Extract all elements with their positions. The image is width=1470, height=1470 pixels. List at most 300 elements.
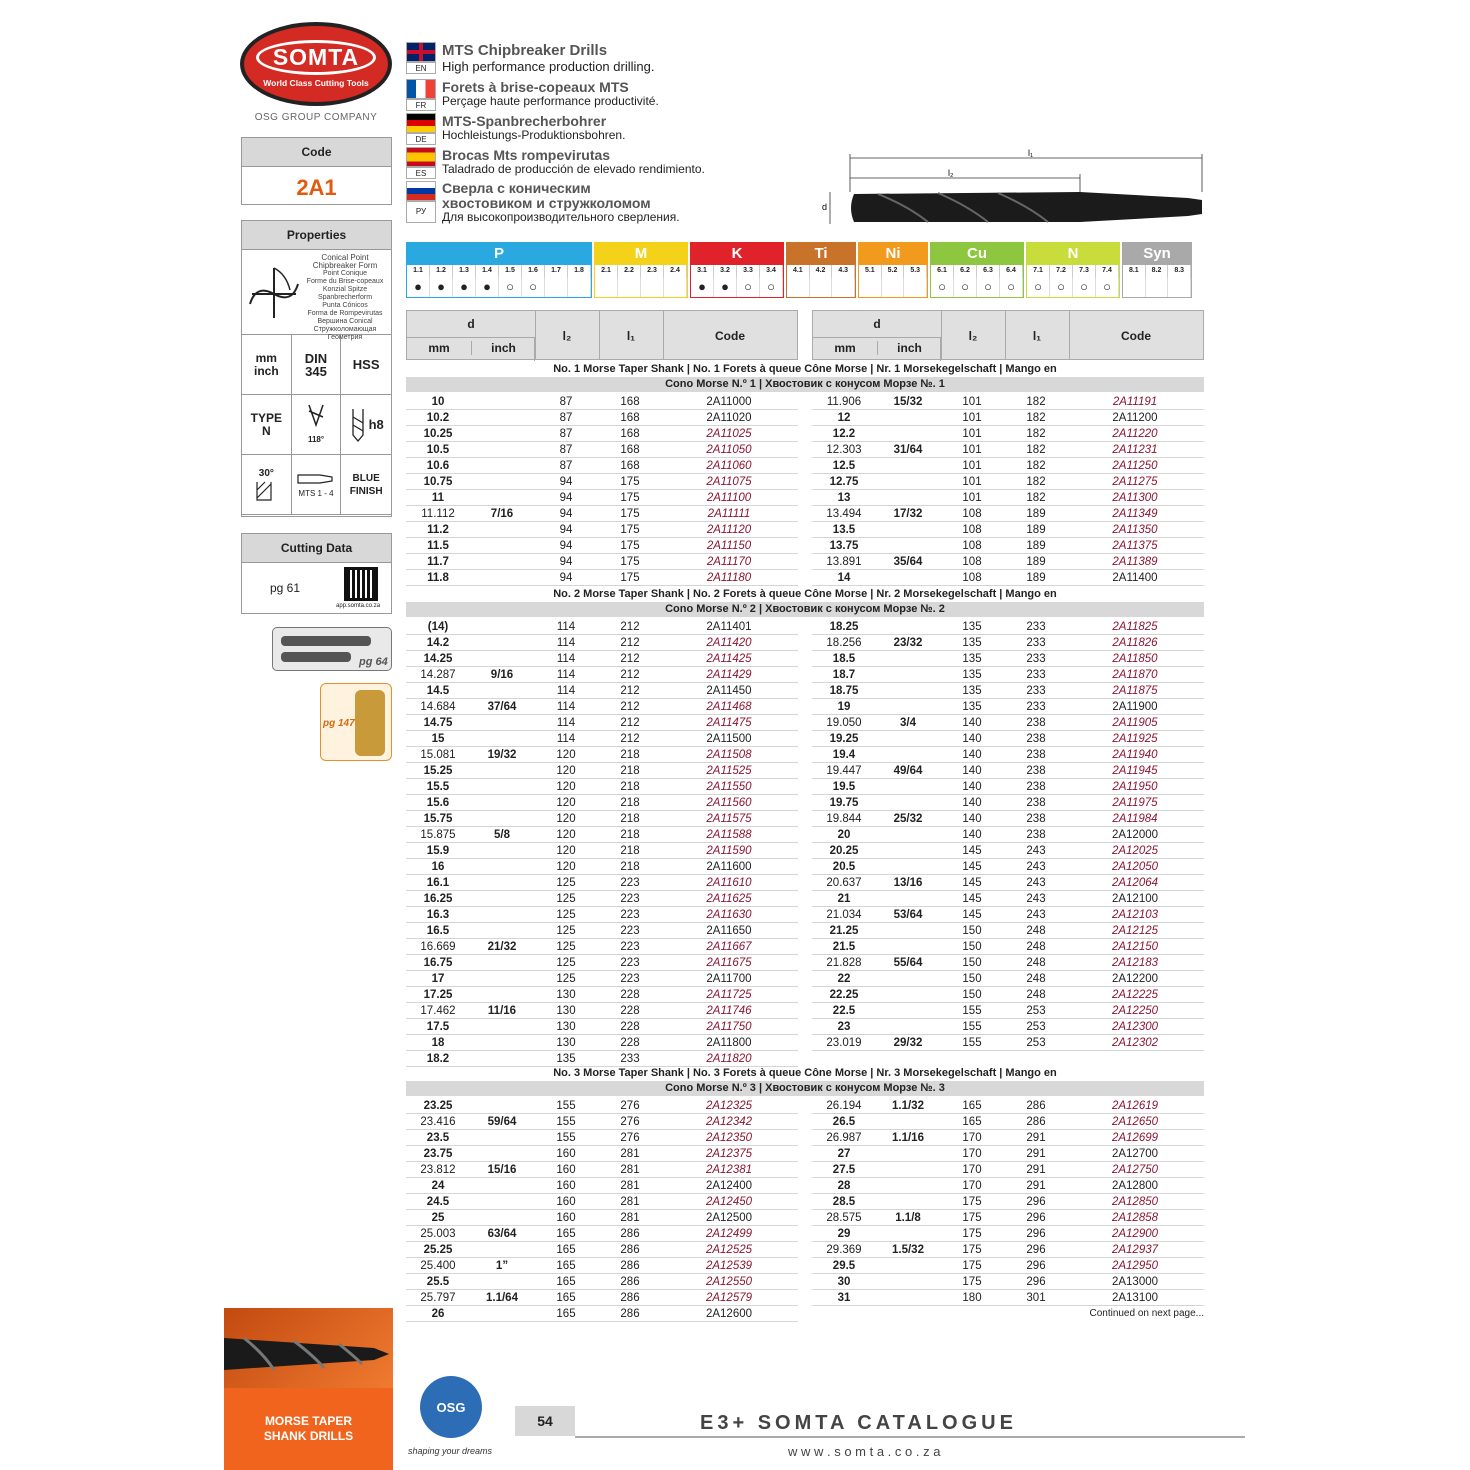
item-code[interactable]: 2A11200 xyxy=(1112,412,1158,424)
diameter-mm: 25.797 xyxy=(420,1292,456,1304)
item-code[interactable]: 2A11170 xyxy=(706,556,752,568)
flute-length: 101 xyxy=(962,444,982,456)
diameter-mm: 13 xyxy=(837,492,851,504)
item-code[interactable]: 2A11425 xyxy=(706,653,752,665)
item-code[interactable]: 2A11060 xyxy=(706,460,752,472)
l2-label: l₂ xyxy=(948,168,954,178)
item-code[interactable]: 2A13100 xyxy=(1111,1292,1159,1304)
item-code[interactable]: 2A12325 xyxy=(705,1100,753,1112)
diameter-mm: 18 xyxy=(431,1037,445,1049)
table-row xyxy=(812,570,1204,586)
overall-length: 296 xyxy=(1026,1260,1046,1272)
item-code[interactable]: 2A11950 xyxy=(1112,781,1158,793)
table-row xyxy=(812,1035,1204,1051)
overall-length: 223 xyxy=(620,877,640,889)
item-code[interactable]: 2A11450 xyxy=(706,685,752,697)
lang-es xyxy=(406,147,806,179)
item-code[interactable]: 2A12050 xyxy=(1111,861,1159,873)
item-code[interactable]: 2A11588 xyxy=(706,829,752,841)
item-code[interactable]: 2A12125 xyxy=(1111,925,1159,937)
item-code[interactable]: 2A11550 xyxy=(706,781,752,793)
item-code[interactable]: 2A11945 xyxy=(1112,765,1158,777)
flute-length: 155 xyxy=(962,1005,982,1017)
item-code[interactable]: 2A11180 xyxy=(706,572,752,584)
item-code[interactable]: 2A11905 xyxy=(1112,717,1158,729)
lang-title: Сверла с коническим хвостовиком и стружколомом xyxy=(442,180,651,211)
item-code[interactable]: 2A11401 xyxy=(706,621,752,633)
item-code[interactable]: 2A11870 xyxy=(1112,669,1158,681)
table-row xyxy=(406,1226,798,1242)
lang-en xyxy=(406,42,806,76)
suitability-mark xyxy=(810,277,833,297)
item-code[interactable]: 2A12619 xyxy=(1111,1100,1159,1112)
flute-length: 145 xyxy=(962,861,982,873)
item-code[interactable]: 2A11984 xyxy=(1112,813,1158,825)
overall-length: 182 xyxy=(1026,492,1046,504)
overall-length: 218 xyxy=(620,845,640,857)
item-code[interactable]: 2A12499 xyxy=(705,1228,753,1240)
diameter-mm: 11.906 xyxy=(826,396,862,408)
diameter-mm: 18.256 xyxy=(826,637,862,649)
item-code[interactable]: 2A12200 xyxy=(1111,973,1159,985)
item-code[interactable]: 2A12342 xyxy=(705,1116,753,1128)
item-code[interactable]: 2A11630 xyxy=(706,909,752,921)
overall-length: 228 xyxy=(620,1005,640,1017)
table-row xyxy=(812,907,1204,923)
diameter-inch: 63/64 xyxy=(487,1228,517,1240)
item-code[interactable]: 2A12850 xyxy=(1111,1196,1159,1208)
flute-length: 150 xyxy=(962,973,982,985)
flute-length: 120 xyxy=(556,765,576,777)
overall-length: 223 xyxy=(620,893,640,905)
diameter-mm: 12.5 xyxy=(832,460,856,472)
table-row xyxy=(406,843,798,859)
table-row xyxy=(812,1019,1204,1035)
overall-length: 212 xyxy=(620,733,640,745)
item-code[interactable]: 2A11468 xyxy=(706,701,752,713)
item-code[interactable]: 2A11475 xyxy=(706,717,752,729)
flute-length: 120 xyxy=(556,749,576,761)
property-grid xyxy=(242,334,391,515)
item-code[interactable]: 2A12579 xyxy=(705,1292,753,1304)
diameter-inch: 29/32 xyxy=(893,1037,923,1049)
diameter-mm: 19.050 xyxy=(826,717,862,729)
item-code[interactable]: 2A11429 xyxy=(706,669,752,681)
overall-length: 175 xyxy=(620,492,640,504)
flute-length: 101 xyxy=(962,412,982,424)
item-code[interactable]: 2A11820 xyxy=(706,1053,752,1065)
item-code[interactable]: 2A11050 xyxy=(706,444,752,456)
table-row xyxy=(406,891,798,907)
item-code[interactable]: 2A11900 xyxy=(1112,701,1158,713)
item-code[interactable]: 2A12064 xyxy=(1111,877,1159,889)
item-code[interactable]: 2A11940 xyxy=(1112,749,1158,761)
item-code[interactable]: 2A12150 xyxy=(1111,941,1159,953)
overall-length: 233 xyxy=(1026,653,1046,665)
item-code[interactable]: 2A11500 xyxy=(706,733,752,745)
item-code[interactable]: 2A11231 xyxy=(1112,444,1158,456)
properties-title: Properties xyxy=(242,221,391,250)
item-code[interactable]: 2A11825 xyxy=(1112,621,1158,633)
overall-length: 276 xyxy=(620,1132,640,1144)
flute-length: 145 xyxy=(962,845,982,857)
item-code[interactable]: 2A11250 xyxy=(1112,460,1158,472)
table-row xyxy=(812,699,1204,715)
somta-logo xyxy=(240,22,392,106)
diameter-mm: 17 xyxy=(431,973,445,985)
flute-length: 140 xyxy=(962,749,982,761)
spray-can-icon xyxy=(355,690,385,756)
continued-note: Continued on next page... xyxy=(1089,1308,1204,1319)
item-code[interactable]: 2A12500 xyxy=(705,1212,753,1224)
flute-length: 114 xyxy=(556,701,576,713)
flute-length: 125 xyxy=(556,925,576,937)
sleeve-ref[interactable] xyxy=(272,627,392,671)
item-code[interactable]: 2A11000 xyxy=(706,396,752,408)
overall-length: 238 xyxy=(1026,829,1046,841)
overall-length: 276 xyxy=(620,1116,640,1128)
overall-length: 218 xyxy=(620,781,640,793)
item-code[interactable]: 2A12183 xyxy=(1111,957,1159,969)
item-code[interactable]: 2A12250 xyxy=(1111,1005,1159,1017)
suitability-mark: ○ xyxy=(760,277,783,297)
material-subgroup: 5.1 xyxy=(859,265,882,277)
item-code[interactable]: 2A12450 xyxy=(705,1196,753,1208)
material-subgroup: 6.4 xyxy=(1000,265,1023,277)
diameter-mm: 28 xyxy=(837,1180,851,1192)
material-name: Cu xyxy=(931,243,1023,265)
item-code[interactable]: 2A11025 xyxy=(706,428,752,440)
table-row xyxy=(812,1274,1204,1290)
website[interactable]: w w w . s o m t a . c o . z a xyxy=(788,1444,941,1459)
item-code[interactable]: 2A12550 xyxy=(705,1276,753,1288)
diameter-mm: 25.5 xyxy=(426,1276,450,1288)
header-code: Code xyxy=(1121,329,1151,343)
table-row xyxy=(406,651,798,667)
item-code[interactable]: 2A11420 xyxy=(706,637,752,649)
flute-length: 114 xyxy=(556,669,576,681)
item-code[interactable]: 2A12699 xyxy=(1111,1132,1159,1144)
table-row xyxy=(406,1019,798,1035)
diameter-inch: 13/16 xyxy=(893,877,923,889)
item-code[interactable]: 2A11850 xyxy=(1112,653,1158,665)
item-code[interactable]: 2A11375 xyxy=(1112,540,1158,552)
flute-length: 165 xyxy=(556,1292,576,1304)
section-subtitle: Cono Morse N.º 3 | Хвостовик с конусом Морзе №. 3 xyxy=(406,1081,1204,1096)
diameter-mm: 23.812 xyxy=(420,1164,456,1176)
item-code[interactable]: 2A12650 xyxy=(1111,1116,1159,1128)
overall-length: 238 xyxy=(1026,813,1046,825)
flute-length: 120 xyxy=(556,861,576,873)
drill-diagram xyxy=(818,146,1208,230)
diameter-inch: 5/8 xyxy=(494,829,510,841)
suitability-mark: ○ xyxy=(954,277,977,297)
item-code[interactable]: 2A11400 xyxy=(1112,572,1158,584)
overall-length: 253 xyxy=(1026,1021,1046,1033)
item-code[interactable]: 2A12103 xyxy=(1111,909,1159,921)
item-code[interactable]: 2A11100 xyxy=(706,492,752,504)
table-row xyxy=(406,1306,798,1322)
table-row xyxy=(812,426,1204,442)
material-name: Syn xyxy=(1123,243,1191,265)
type-cell: TYPE N xyxy=(242,395,292,455)
section-subtitle: Cono Morse N.º 1 | Хвостовик с конусом Морзе №. 1 xyxy=(406,377,1204,392)
overall-length: 281 xyxy=(620,1180,640,1192)
overall-length: 248 xyxy=(1026,957,1046,969)
item-code[interactable]: 2A11111 xyxy=(707,508,751,520)
table-row xyxy=(406,827,798,843)
lang-code: РУ xyxy=(406,201,436,223)
overall-length: 218 xyxy=(620,813,640,825)
overall-length: 281 xyxy=(620,1212,640,1224)
item-code[interactable]: 2A11560 xyxy=(706,797,752,809)
diameter-inch: 17/32 xyxy=(893,508,923,520)
item-code[interactable]: 2A12800 xyxy=(1111,1180,1159,1192)
diameter-mm: 11.2 xyxy=(427,524,449,536)
overall-length: 291 xyxy=(1026,1180,1046,1192)
diameter-mm: 23.25 xyxy=(423,1100,453,1112)
overall-length: 301 xyxy=(1026,1292,1046,1304)
diameter-mm: 19 xyxy=(837,701,851,713)
diameter-inch: 35/64 xyxy=(893,556,923,568)
material-subgroup: 8.2 xyxy=(1146,265,1169,277)
lang-code: EN xyxy=(406,62,436,74)
diameter-inch: 3/4 xyxy=(900,717,916,729)
item-code[interactable]: 2A12350 xyxy=(705,1132,753,1144)
diameter-mm: 11 xyxy=(431,492,445,504)
lang-code: FR xyxy=(406,99,436,111)
point-line: Konzial Spitze xyxy=(322,286,368,293)
table-row xyxy=(812,731,1204,747)
table-row xyxy=(812,1226,1204,1242)
flute-length: 175 xyxy=(962,1196,982,1208)
flute-length: 130 xyxy=(556,1021,576,1033)
item-code[interactable]: 2A11725 xyxy=(706,989,752,1001)
flute-length: 114 xyxy=(556,621,576,633)
flute-length: 94 xyxy=(559,476,573,488)
item-code[interactable]: 2A11349 xyxy=(1112,508,1158,520)
item-code[interactable]: 2A11750 xyxy=(706,1021,752,1033)
diameter-mm: 13.75 xyxy=(829,540,859,552)
table-row xyxy=(406,426,798,442)
item-code[interactable]: 2A11525 xyxy=(706,765,752,777)
overall-length: 218 xyxy=(620,861,640,873)
overall-length: 296 xyxy=(1026,1196,1046,1208)
item-code[interactable]: 2A11300 xyxy=(1112,492,1158,504)
item-code[interactable]: 2A11389 xyxy=(1112,556,1158,568)
diameter-mm: 14 xyxy=(837,572,851,584)
overall-length: 223 xyxy=(620,957,640,969)
suitability-mark: ● xyxy=(476,277,499,297)
item-code[interactable]: 2A11700 xyxy=(706,973,752,985)
section-subtitle: Cono Morse N.º 2 | Хвостовик с конусом Морзе №. 2 xyxy=(406,602,1204,617)
item-code[interactable]: 2A12400 xyxy=(705,1180,753,1192)
diameter-mm: 15 xyxy=(431,733,445,745)
overall-length: 212 xyxy=(620,637,640,649)
item-code[interactable]: 2A11220 xyxy=(1112,428,1158,440)
item-code[interactable]: 2A11120 xyxy=(706,524,752,536)
item-code[interactable]: 2A13000 xyxy=(1111,1276,1159,1288)
russia-flag-icon xyxy=(406,181,436,201)
item-code[interactable]: 2A11150 xyxy=(706,540,752,552)
material-name: Ti xyxy=(787,243,855,265)
flute-length: 155 xyxy=(556,1132,576,1144)
item-code[interactable]: 2A12539 xyxy=(705,1260,753,1272)
diameter-mm: 23.019 xyxy=(826,1037,862,1049)
item-code[interactable]: 2A12700 xyxy=(1111,1148,1159,1160)
suitability-mark xyxy=(568,277,591,297)
flute-length: 160 xyxy=(556,1148,576,1160)
flute-length: 165 xyxy=(556,1276,576,1288)
table-row xyxy=(406,779,798,795)
diameter-mm: 10.75 xyxy=(423,476,453,488)
cutting-data-page[interactable]: pg 61 xyxy=(270,581,301,595)
cutting-data-box xyxy=(241,533,392,614)
overall-length: 291 xyxy=(1026,1148,1046,1160)
flute-length: 165 xyxy=(556,1228,576,1240)
diameter-mm: 14.684 xyxy=(420,701,456,713)
item-code[interactable]: 2A11191 xyxy=(1112,396,1158,408)
diameter-mm: 20.25 xyxy=(829,845,859,857)
item-code[interactable]: 2A11020 xyxy=(706,412,752,424)
flute-length: 135 xyxy=(962,637,982,649)
table-row xyxy=(812,474,1204,490)
overall-length: 281 xyxy=(620,1164,640,1176)
diameter-mm: 10.6 xyxy=(426,460,450,472)
item-code[interactable]: 2A11925 xyxy=(1112,733,1158,745)
material-name: N xyxy=(1027,243,1119,265)
overall-length: 248 xyxy=(1026,925,1046,937)
diameter-mm: 10 xyxy=(431,396,445,408)
suitability-mark xyxy=(832,277,855,297)
l1-label: l₁ xyxy=(1028,148,1034,158)
material-subgroup: 4.1 xyxy=(787,265,810,277)
item-code[interactable]: 2A11275 xyxy=(1112,476,1158,488)
item-code[interactable]: 2A12950 xyxy=(1111,1260,1159,1272)
lang-sub: Hochleistungs-Produktionsbohren. xyxy=(442,128,626,142)
flute-length: 165 xyxy=(556,1308,576,1320)
table-row xyxy=(406,1146,798,1162)
item-code[interactable]: 2A11650 xyxy=(706,925,752,937)
item-code[interactable]: 2A12025 xyxy=(1111,845,1159,857)
overall-length: 233 xyxy=(620,1053,640,1065)
item-code[interactable]: 2A11590 xyxy=(706,845,752,857)
item-code[interactable]: 2A11075 xyxy=(706,476,752,488)
flute-length: 165 xyxy=(556,1244,576,1256)
overall-length: 243 xyxy=(1026,861,1046,873)
item-code[interactable]: 2A12300 xyxy=(1111,1021,1159,1033)
item-code[interactable]: 2A12100 xyxy=(1111,893,1159,905)
item-code[interactable]: 2A12381 xyxy=(705,1164,753,1176)
qr-code-icon[interactable] xyxy=(344,567,378,601)
material-subgroup: 5.3 xyxy=(904,265,927,277)
suitability-mark: ● xyxy=(407,277,430,297)
item-code[interactable]: 2A11875 xyxy=(1112,685,1158,697)
item-code[interactable]: 2A11975 xyxy=(1112,797,1158,809)
diameter-mm: 15.6 xyxy=(426,797,450,809)
item-code[interactable]: 2A12750 xyxy=(1111,1164,1159,1176)
flute-length: 125 xyxy=(556,941,576,953)
item-code[interactable]: 2A12000 xyxy=(1111,829,1159,841)
overall-length: 223 xyxy=(620,941,640,953)
osg-logo: OSG xyxy=(420,1376,482,1438)
material-name: P xyxy=(407,243,591,265)
flute-length: 114 xyxy=(556,653,576,665)
item-code[interactable]: 2A12937 xyxy=(1111,1244,1159,1256)
overall-length: 286 xyxy=(620,1228,640,1240)
suitability-mark xyxy=(787,277,810,297)
flute-length: 140 xyxy=(962,829,982,841)
suitability-mark: ○ xyxy=(977,277,1000,297)
section-title: No. 2 Morse Taper Shank | No. 2 Forets à queue Cône Morse | Nr. 2 Morsekegelschaft | Mango en xyxy=(553,588,1057,600)
item-code[interactable]: 2A11610 xyxy=(706,877,752,889)
flute-length: 150 xyxy=(962,925,982,937)
item-code[interactable]: 2A11350 xyxy=(1112,524,1158,536)
code-box xyxy=(241,137,392,205)
spray-ref[interactable] xyxy=(320,683,392,761)
uk-flag-icon xyxy=(406,42,436,62)
item-code[interactable]: 2A11800 xyxy=(706,1037,752,1049)
item-code[interactable]: 2A12302 xyxy=(1111,1037,1159,1049)
suitability-mark xyxy=(859,277,882,297)
item-code[interactable]: 2A12858 xyxy=(1111,1212,1159,1224)
overall-length: 248 xyxy=(1026,973,1046,985)
diameter-mm: 26.5 xyxy=(832,1116,856,1128)
table-row xyxy=(812,795,1204,811)
item-code[interactable]: 2A12525 xyxy=(705,1244,753,1256)
footer-rule xyxy=(575,1436,1245,1438)
item-code[interactable]: 2A12375 xyxy=(705,1148,753,1160)
item-code[interactable]: 2A11575 xyxy=(706,813,752,825)
point-line: Chipbreaker Form xyxy=(312,261,378,270)
diameter-inch: 21/32 xyxy=(487,941,517,953)
diameter-mm: 21.828 xyxy=(826,957,862,969)
item-code[interactable]: 2A11675 xyxy=(706,957,752,969)
table-row xyxy=(406,1130,798,1146)
overall-length: 286 xyxy=(620,1308,640,1320)
item-code[interactable]: 2A11508 xyxy=(706,749,752,761)
diameter-inch: 1” xyxy=(495,1260,509,1272)
overall-length: 238 xyxy=(1026,749,1046,761)
diameter-mm: 12.2 xyxy=(832,428,856,440)
spain-flag-icon xyxy=(406,147,436,167)
item-code[interactable]: 2A11625 xyxy=(706,893,752,905)
material-group-m xyxy=(594,242,688,298)
sleeve-page: pg 64 xyxy=(359,656,388,668)
material-group-ni xyxy=(858,242,928,298)
item-code[interactable]: 2A12600 xyxy=(705,1308,753,1320)
item-code[interactable]: 2A12900 xyxy=(1111,1228,1159,1240)
item-code[interactable]: 2A11746 xyxy=(706,1005,752,1017)
product-code: 2A1 xyxy=(296,175,337,200)
flute-length: 160 xyxy=(556,1180,576,1192)
overall-length: 212 xyxy=(620,621,640,633)
item-code[interactable]: 2A11600 xyxy=(706,861,752,873)
diameter-mm: 16.1 xyxy=(426,877,450,889)
properties-box xyxy=(241,220,392,517)
overall-length: 253 xyxy=(1026,1005,1046,1017)
overall-length: 286 xyxy=(620,1244,640,1256)
suitability-mark xyxy=(595,277,618,297)
material-subgroup: 6.1 xyxy=(931,265,954,277)
table-row xyxy=(812,843,1204,859)
item-code[interactable]: 2A12225 xyxy=(1111,989,1159,1001)
item-code[interactable]: 2A11667 xyxy=(706,941,752,953)
diameter-mm: 16.669 xyxy=(420,941,456,953)
diameter-mm: 14.25 xyxy=(423,653,453,665)
item-code[interactable]: 2A11826 xyxy=(1112,637,1158,649)
table-row xyxy=(406,538,798,554)
